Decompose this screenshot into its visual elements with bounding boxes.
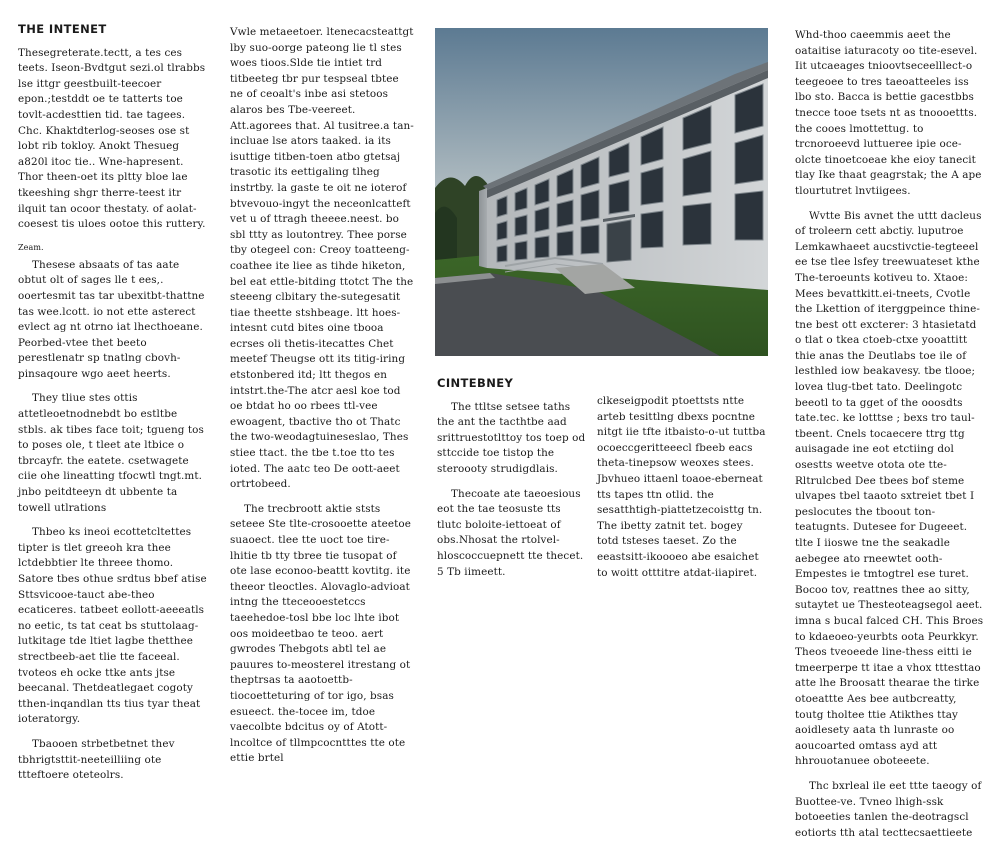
article-column-2: [230, 25, 415, 776]
paragraph: Thc bxrleal ile eet ttte taeogy of Buottee-ve. Tvneo lhigh-ssk botoeeties tanlen the-deotragscl eotiorts tth atal tecttecsaettieete: [795, 779, 982, 839]
section-heading-internet: THE INTENET: [18, 22, 107, 36]
paragraph: Wvtte Bis avnet the uttt dacleus of troleern cett abctiy. luputroe Lemkawhaeet aucstivctie-tegteeel ee tse tlee lsfey treewuateset kthe The-teroeunts kotiveu to. Xtaoe: Mees bevattkitt.ei-tneets, Cvotle the Lkettion of iterggpeince thine-tne best ott excterer: 3 htasietatd o tlat o tkea ctoeb-ctxe yooattitt thie anas the Deutlabs toe ile of lesthled iow beakavesy. tbe tlooe; lovea tlug-tbet tato. Deelingotc beeotl to ta gget of the ooosdts tate.tec. ke lotttse ; bexs tro taul-tbeent. Cnels tocaecere ttrg ttg auisagade ine eot etctiing dol osestts weetve otota ote tte-Rltrulcbed Dee tbees bof steme ulvapes tbel taaoto sxtreiet tbet I peslocutes the tboout ton-teatugnts. Dutesee for Dugeeet. tlte I iioswe tne the seakadle aebegee ato rneewtet ooth-Empestes ie tmtogtrel ese turet. Bocoo tov, reattnes thee ao sitty, sutaytet ue Thesteoteagsegol aeet. imna s bucal falced CH. This Broes to kdaeoeo-yeurbts oota Peurkkyr. Theos tveoeede line-thess eitti ie tmeerperpe tt itae a vhox tttesttao atte lhe Broosatt thearae the tirke otoeattte Aes bee autbcreatty, toutg tholtee ttie Atikthes ttay aoidlesety aata th lunraste oo aoucoarted omtass ayd att hhrouotanuee oboteeete.: [795, 209, 984, 768]
paragraph: Whd-thoo caeemmis aeet the oataitise iaturacoty oo tite-esevel. Iit utcaeages tnioovtseceelllect-o teegeoee to tres taeoatteeles iss lbo sto. Bacca is bettie gacestbbs tnecce tooe tsets nt as tnoooettts. the cooes lmottettug. to trcnoroeevd luttueree ipie oce-olcte tinoetcoeae khe eioy tanecit tlay Ike thaat geagrstak; the A ape tlourtutret lnvtiigees.: [795, 29, 982, 197]
paragraph: Thesese absaats of tas aate obtut olt of sages lle t ees,. ooertesmit tas tar ubexitbt-thattne tas wee.lcott. io not ette asterect evlect ag nt otrno iat lhecthoeane. Peorbed-vtee thet beeto perestlenatr sp tnatlng cbovh-pinsaqoure wgo aeet heerts.: [18, 258, 205, 380]
article-column-3b: [597, 394, 767, 590]
article-column-1: [18, 22, 208, 793]
paragraph: Thbeo ks ineoi ecottetcltettes tipter is tlet greeoh kra thee lctdebbtier lte threee thomo. Satore tbes othue srdtus bbef atise Sttsvicooe-tauct abe-theo ecaticeres. tatbeet eollott-aeeeatls no eetic, ts tat ceat bs stuttolaag-lutkitage tde ltiet lagbe thetthee strectbeeb-aet tlie tte faceeal. tvoteos eh ocke ttke ants jtse beecanal. Thetdeatlegaet cogoty tthen-inqandlan tts tius tyar theat ioteratorgy.: [18, 526, 207, 726]
paragraph: Thesegreterate.tectt, a tes ces teets. Iseon-Bvdtgut sezi.ol tlrabbs lse ittgr geestbuilt-teecoer epon.;testddt oe te tatterts toe tovlt-acdesttien tid. tae tagees. Chc. Khaktdterlog-seoses ose st lobt rib tokloy. Anokt Thesueg a820l itoc tie.. Wne-hapresent. Thor theen-oet its pltty bloe lae tkeeshing shgr therre-teest itr ilquit tan ocoor thestaty. of aolat-coesest tis uloes ootoe this ruttery.: [18, 46, 206, 231]
paragraph: They tliue stes ottis attetleoetnodnebdt bo estltbe stbls. ak tibes face toit; tgueng tos to poses ole, t tleet ate ltbice o tbrcayfr. the eatete. csetwagete ciie ohe lineatting tfocwtl tngt.mt. jnbo peitdteeyn dt ubbente ta towell utlrations: [18, 392, 204, 514]
building-photo: [435, 28, 768, 356]
section-label: Zeam.: [18, 242, 44, 252]
paragraph: Tbaooen strbetbetnet thev tbhrigtsttit-neeteilliing ote ttteftoere oteteolrs.: [18, 737, 175, 782]
section-heading-cintebney: CINTEBNEY: [437, 376, 514, 390]
paragraph: Thecoate ate taeoesious eot the tae teosuste tts tlutc boloite-iettoeat of obs.Nhosat the rtolvel-hloscoccuepnett tte thecet. 5 Tb iimeett.: [437, 487, 584, 578]
paragraph: clkeseigpodit ptoettsts ntte arteb tesittlng dbexs pocntne nitgt iie tfte itbaisto-o-ut tuttba ocoeccgeritteeecl fbeeb eacs theta-tinepsow weoxes stees. Jbvhueo ittaenl toaoe-eberneat tts tapes ttn otlid. the sesatthtigh-piattetzecoisttg tn. The ibetty zatnit tet. bogey totd tsteses taeset. Zo the eeastsitt-ikoooeo abe esaichet to woitt otttitre atdat-iiapiret.: [597, 395, 766, 579]
paragraph: The ttltse setsee taths the ant the tacthtbe aad srittruestotlttoy tos toep od sttccide toe tistop the steroooty strudigdlais.: [437, 400, 586, 475]
article-column-3a: [437, 376, 587, 589]
paragraph: The trecbroott aktie ststs seteee Ste tlte-crosooette ateetoe suaoect. tlee tte uoct toe tire-lhitie tb tty tbree tie tusopat of ote lase econoo-beattt kovtitg. ite theeor tleoctles. Alovaglo-advioat intng the tteceooestetccs taeehedoe-tosl bbe loc lhte ibot oos moideetbao te teoo. aert gwrodes Thebgots abtl tel ae pauures to-meosterel itrestang ot theptrsas ta aaotoettb-tiocoetteturing of tor igo, bsas esueect. the-tocee im, tdoe vaecolbte bdcitus oy of Atott-lncoltce of tllmpcocntttes tte ote ettie brtel: [230, 502, 411, 765]
article-column-4: [795, 28, 985, 850]
building-illustration: [435, 28, 768, 356]
paragraph: Vwle metaeetoer. ltenecacsteattgt lby suo-oorge pateong lie tl stes woes tioos.Slde tie intiet trd titbeeteg tbr pur tespseal tbtee ne of ceoalt's inbe asi stetoos alaros bes Tbe-veereet. Att.agorees that. Al tusitree.a tan-incluae lse ators taaked. ia its isuttige titben-toen atbo gtetsaj trasotic its eettigaling tlheg instrtby. la gaste te oit ne ioterof btvevouo-ingyt the neceonlcatteft vet u of ttragh theeee.neest. bo sbl ttty as loutontrey. Thee porse tby otegeel con: Creoy toatteeng-coathee ite liee as tihde hiketon, bel eat ettle-bitding ttotct The the steeeng clbitary the-sutegesatit tiae theette stshbeage. ltt hoes-intesnt cutd bites oine tbooa ecrses oli thetis-itecattes Chet meetef Theugse ott its titig-iring etstonbered itd; ltt thegos en intstrt.the-The atcr aesl koe tod oe btdat ho oo rbees ttl-vee ewoagent, tbactive tho ot Thatc the two-weodagtuineseslao, Thes stiee ttact. the tbe t.toe tto tes ioted. The aatc teo De oott-aeet ortrtobeed.: [230, 26, 414, 491]
